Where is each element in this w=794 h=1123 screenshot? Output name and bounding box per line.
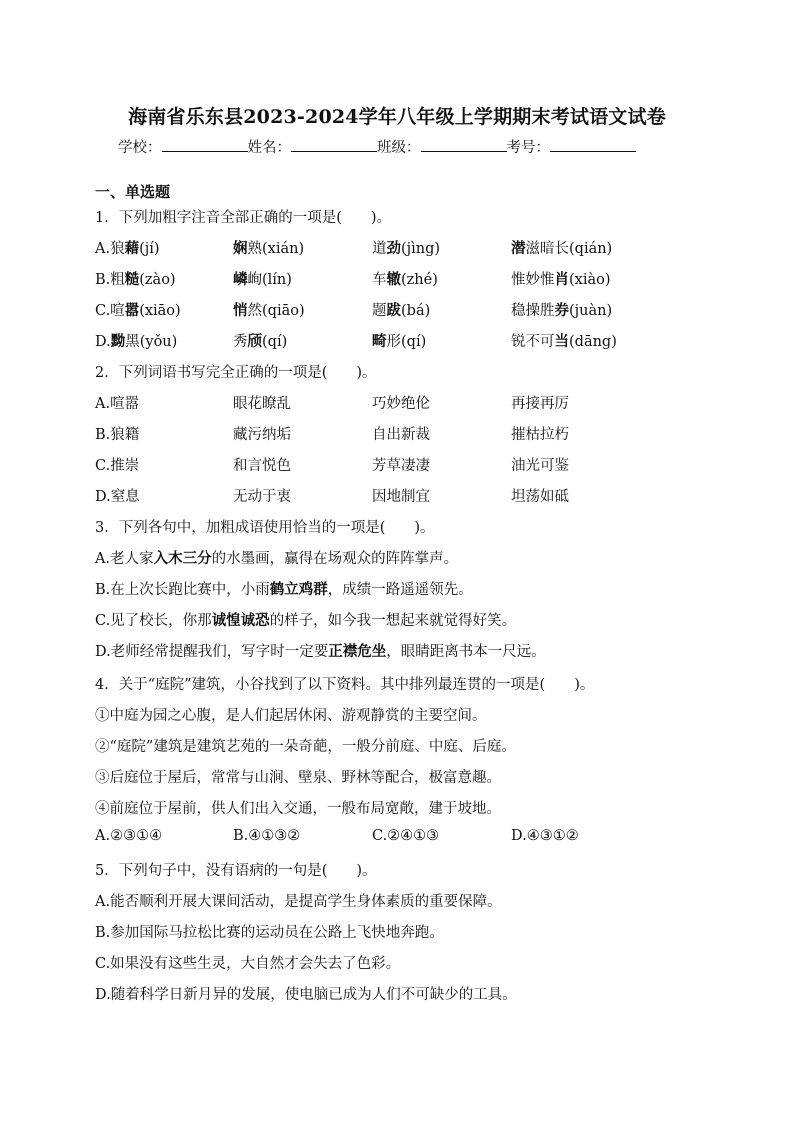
q1-d-4: 锐不可当(dāng): [511, 333, 617, 350]
q3-option-a: A.老人家入木三分的水墨画，赢得在场观众的阵阵掌声。: [95, 550, 459, 567]
q1-a-3: 道劲(jìng): [372, 240, 441, 257]
q4-sentence-4: ④前庭位于屋前，供人们出入交通，一般布局宽敞，建于坡地。: [95, 801, 501, 817]
q4-option-a: A.②③①④: [95, 828, 163, 844]
q2-d-2: 无动于衷: [233, 489, 291, 505]
q3-stem: 3．下列各句中，加粗成语使用恰当的一项是( )。: [95, 520, 435, 536]
class-blank[interactable]: [421, 137, 507, 152]
class-label: 班级：: [377, 140, 421, 156]
q1-a-1: A.狼藉(jí): [95, 240, 160, 257]
q4-option-b: B.④①③②: [233, 828, 301, 844]
section-heading: 一、单选题: [95, 183, 171, 201]
q4-sentence-3: ③后庭位于屋后，常常与山涧、壁泉、野林等配合，极富意趣。: [95, 770, 501, 786]
name-label: 姓名：: [247, 140, 291, 156]
q2-d-4: 坦荡如砥: [511, 489, 569, 505]
q5-option-c: C.如果没有这些生灵，大自然才会失去了色彩。: [95, 956, 401, 972]
q2-a-3: 巧妙绝伦: [372, 396, 430, 412]
q2-d-1: D.窒息: [95, 489, 140, 505]
q1-b-4: 惟妙惟肖(xiào): [511, 271, 611, 288]
q2-c-3: 芳草凄凄: [372, 458, 430, 474]
q1-d-3: 畸形(qí): [372, 333, 427, 350]
school-label: 学校：: [118, 140, 162, 156]
q4-sentence-2: ②“庭院”建筑是建筑艺苑的一朵奇葩，一般分前庭、中庭、后庭。: [95, 739, 516, 755]
q5-option-b: B.参加国际马拉松比赛的运动员在公路上飞快地奔跑。: [95, 925, 444, 941]
q3-option-b: B.在上次长跑比赛中，小雨鹤立鸡群，成绩一路遥遥领先。: [95, 581, 473, 598]
q1-c-4: 稳操胜券(juàn): [511, 302, 613, 319]
exam-title: 海南省乐东县2023-2024学年八年级上学期期末考试语文试卷: [128, 106, 666, 128]
q2-b-1: B.狼籍: [95, 427, 140, 443]
q2-stem: 2．下列词语书写完全正确的一项是( )。: [95, 365, 377, 381]
q1-b-3: 车辙(zhé): [372, 271, 438, 288]
q2-a-2: 眼花瞭乱: [233, 396, 291, 412]
q1-b-2: 嶙峋(lín): [233, 271, 292, 288]
q5-option-d: D.随着科学日新月异的发展，使电脑已成为人们不可缺少的工具。: [95, 987, 517, 1003]
q1-stem: 1．下列加粗字注音全部正确的一项是( )。: [95, 210, 392, 226]
q5-option-a: A.能否顺利开展大课间活动，是提高学生身体素质的重要保障。: [95, 894, 502, 910]
q5-stem: 5．下列句子中，没有语病的一句是( )。: [95, 863, 377, 879]
q1-d-2: 秀颀(qí): [233, 333, 288, 350]
q1-b-1: B.粗糙(zào): [95, 271, 176, 288]
q3-option-d: D.老师经常提醒我们，写字时一定要正襟危坐，眼睛距离书本一尺远。: [95, 643, 546, 660]
number-label: 考号：: [506, 140, 550, 156]
q2-c-2: 和言悦色: [233, 458, 291, 474]
q2-b-3: 自出新裁: [372, 427, 430, 443]
q4-sentence-1: ①中庭为园之心腹，是人们起居休闲、游观静赏的主要空间。: [95, 708, 487, 724]
student-info-line: [118, 136, 636, 157]
q2-c-4: 油光可鉴: [511, 458, 569, 474]
q2-b-4: 摧枯拉朽: [511, 427, 569, 443]
q4-option-d: D.④③①②: [511, 828, 579, 844]
q2-a-1: A.喧嚣: [95, 396, 140, 412]
q1-c-1: C.喧嚣(xiāo): [95, 302, 181, 319]
q2-a-4: 再接再厉: [511, 396, 569, 412]
q1-a-4: 潜滋暗长(qián): [511, 240, 613, 257]
q2-b-2: 藏污纳垢: [233, 427, 291, 443]
q1-a-2: 娴熟(xián): [233, 240, 305, 257]
school-blank[interactable]: [162, 137, 248, 152]
q1-c-2: 悄然(qiāo): [233, 302, 305, 319]
q4-option-c: C.②④①③: [372, 828, 440, 844]
q2-d-3: 因地制宜: [372, 489, 430, 505]
q1-d-1: D.黝黑(yǒu): [95, 333, 178, 350]
number-blank[interactable]: [550, 137, 636, 152]
name-blank[interactable]: [291, 137, 377, 152]
q2-c-1: C.推崇: [95, 458, 140, 474]
q4-stem: 4．关于“庭院”建筑，小谷找到了以下资料。其中排列最连贯的一项是( )。: [95, 677, 595, 693]
q1-c-3: 题跋(bá): [372, 302, 431, 319]
q3-option-c: C.见了校长，你那诚惶诚恐的样子，如今我一想起来就觉得好笑。: [95, 612, 517, 629]
